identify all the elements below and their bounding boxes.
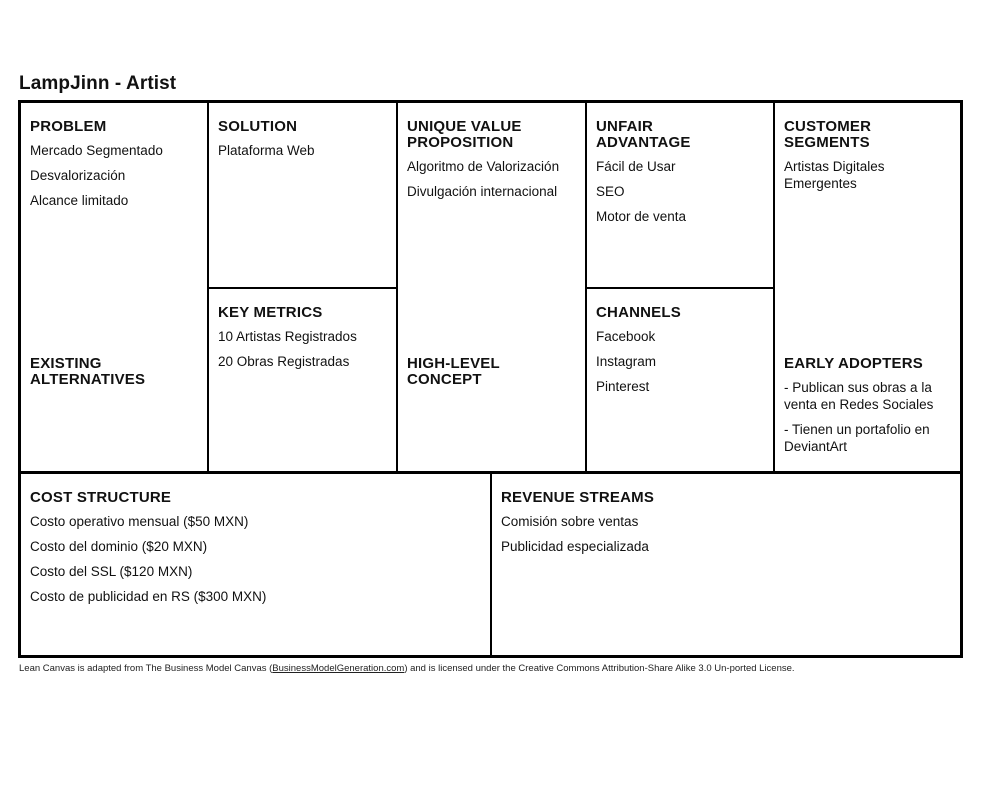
existing-alternatives-heading: [30, 340, 198, 388]
problem-heading: PROBLEM: [30, 118, 107, 135]
customer-segments-item-line2: Emergentes: [784, 176, 857, 191]
early-adopters-item-line2: venta en Redes Sociales: [784, 397, 934, 412]
solution-heading: SOLUTION: [218, 118, 298, 135]
revenue-streams-item: Comisión sobre ventas: [501, 514, 639, 529]
license-footer: [19, 663, 795, 674]
unfair-advantage-item: Fácil de Usar: [596, 159, 676, 174]
revenue-streams-item: Publicidad especializada: [501, 539, 649, 554]
cost-structure-heading: COST STRUCTURE: [30, 489, 172, 506]
unfair-advantage-heading: [596, 103, 764, 151]
unfair-advantage-item: SEO: [596, 184, 625, 199]
uvp-heading: [407, 103, 576, 151]
existing-alternatives-heading-line2: ALTERNATIVES: [30, 371, 146, 388]
existing-alternatives-heading-line1: EXISTING: [30, 355, 102, 372]
problem-section: [21, 103, 207, 287]
cost-structure-item: Costo operativo mensual ($50 MXN): [30, 514, 249, 529]
early-adopters-section: [775, 340, 960, 455]
uvp-section: [398, 103, 585, 340]
key-metrics-item: 10 Artistas Registrados: [218, 329, 357, 344]
early-adopters-item-line2: DeviantArt: [784, 439, 848, 454]
footer-prefix: Lean Canvas is adapted from The Business Model Canvas (: [19, 663, 273, 674]
high-level-concept-heading-line2: CONCEPT: [407, 371, 482, 388]
uvp-heading-line1: UNIQUE VALUE: [407, 118, 522, 135]
cost-structure-section: [21, 474, 490, 655]
unfair-advantage-heading-line1: UNFAIR: [596, 118, 654, 135]
customer-segments-item-line1: Artistas Digitales: [784, 159, 885, 174]
customer-segments-heading-line1: CUSTOMER: [784, 118, 872, 135]
customer-segments-heading: [784, 103, 951, 151]
key-metrics-section: [209, 289, 396, 471]
cost-structure-item: Costo del dominio ($20 MXN): [30, 539, 208, 554]
footer-link[interactable]: BusinessModelGeneration.com: [272, 663, 405, 674]
customer-segments-heading-line2: SEGMENTS: [784, 134, 870, 151]
revenue-streams-section: [492, 474, 960, 655]
lean-canvas: [18, 100, 963, 658]
uvp-heading-line2: PROPOSITION: [407, 134, 514, 151]
unfair-advantage-item: Motor de venta: [596, 209, 687, 224]
customer-segments-section: [775, 103, 960, 340]
high-level-concept-section: [398, 340, 585, 388]
key-metrics-item: 20 Obras Registradas: [218, 354, 350, 369]
problem-item: Mercado Segmentado: [30, 143, 163, 158]
canvas-title: LampJinn - Artist: [19, 73, 177, 94]
solution-section: [209, 103, 396, 287]
problem-item: Desvalorización: [30, 168, 126, 183]
unfair-advantage-section: [587, 103, 773, 287]
early-adopters-item-line1: - Tienen un portafolio en: [784, 422, 930, 437]
problem-item: Alcance limitado: [30, 193, 129, 208]
early-adopters-heading: EARLY ADOPTERS: [784, 355, 923, 372]
revenue-streams-heading: REVENUE STREAMS: [501, 489, 655, 506]
solution-item: Plataforma Web: [218, 143, 315, 158]
channels-item: Facebook: [596, 329, 656, 344]
channels-item: Instagram: [596, 354, 657, 369]
high-level-concept-heading-line1: HIGH-LEVEL: [407, 355, 500, 372]
cost-structure-item: Costo de publicidad en RS ($300 MXN): [30, 589, 267, 604]
channels-item: Pinterest: [596, 379, 650, 394]
channels-heading: CHANNELS: [596, 304, 681, 321]
early-adopters-item-line1: - Publican sus obras a la: [784, 380, 932, 395]
high-level-concept-heading: [407, 340, 576, 388]
unfair-advantage-heading-line2: ADVANTAGE: [596, 134, 691, 151]
uvp-item: Divulgación internacional: [407, 184, 558, 199]
footer-suffix: ) and is licensed under the Creative Commons Attribution-Share Alike 3.0 Un-ported License.: [404, 663, 795, 674]
existing-alternatives-section: [21, 340, 207, 388]
uvp-item: Algoritmo de Valorización: [407, 159, 560, 174]
cost-structure-item: Costo del SSL ($120 MXN): [30, 564, 193, 579]
key-metrics-heading: KEY METRICS: [218, 304, 323, 321]
channels-section: [587, 289, 773, 471]
